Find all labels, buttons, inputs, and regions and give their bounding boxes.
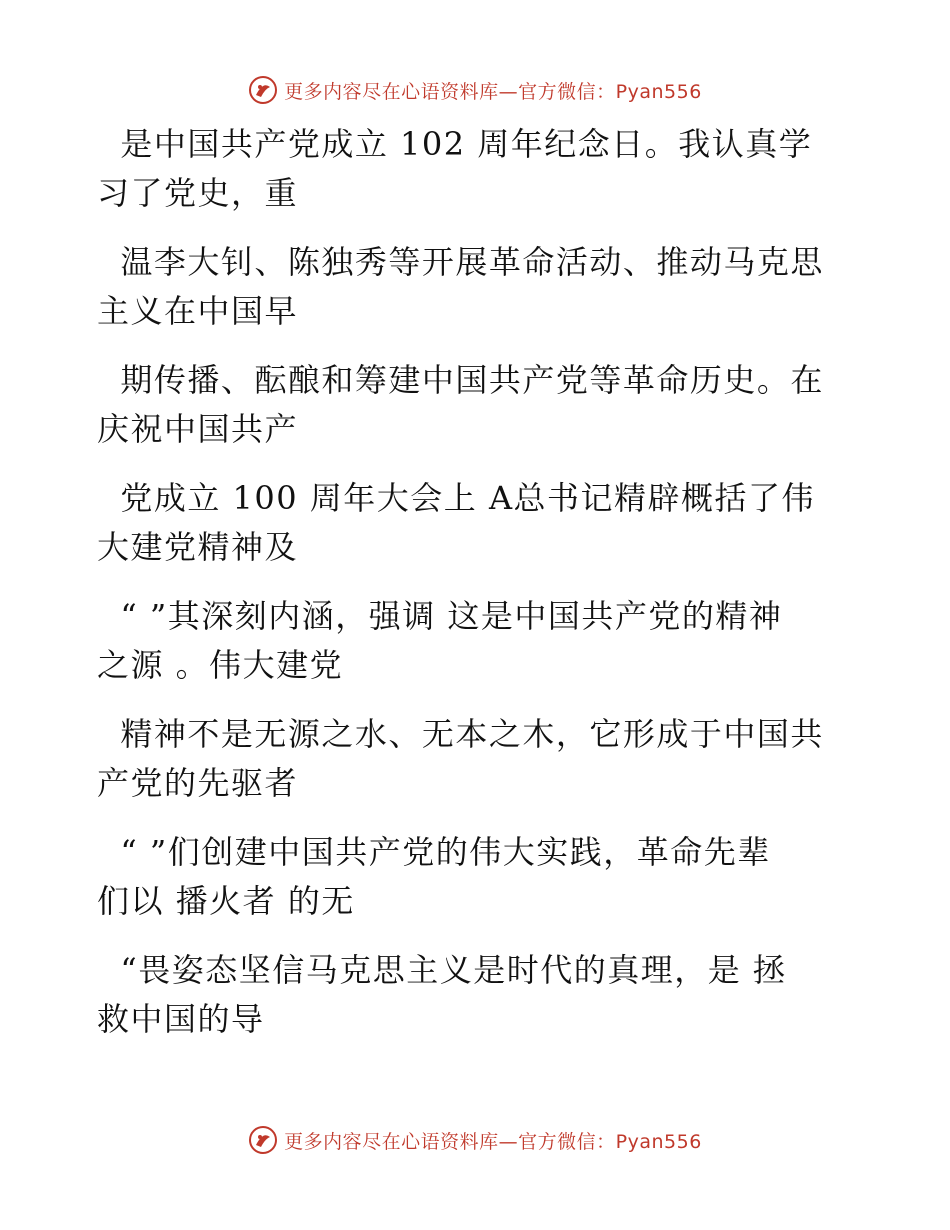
footer-banner-text: 更多内容尽在心语资料库—官方微信：Pyan556 [284, 1130, 702, 1153]
body-line: 救中国的导 [97, 1000, 265, 1038]
body-line: “ ”们创建中国共产党的伟大实践，革命先辈 [97, 833, 771, 871]
header-banner-inner [248, 75, 702, 105]
body-line: 们以 播火者 的无 [97, 882, 355, 920]
body-line: 之源 。伟大建党 [97, 646, 344, 684]
body-line: 产党的先驱者 [97, 764, 299, 802]
body-line: 精神不是无源之水、无本之木，它形成于中国共 [97, 715, 824, 753]
body-line: 温李大钊、陈独秀等开展革命活动、推动马克思 [97, 243, 824, 281]
body-line: 是中国共产党成立 102 周年纪念日。我认真学 [97, 125, 813, 163]
body-line: 期传播、酝酿和筹建中国共产党等革命历史。在 [97, 361, 824, 399]
header-banner-text: 更多内容尽在心语资料库—官方微信：Pyan556 [284, 80, 702, 103]
body-line: “畏姿态坚信马克思主义是时代的真理，是 拯 [97, 951, 787, 989]
logo-icon [248, 1125, 278, 1155]
body-line: 大建党精神及 [97, 528, 299, 566]
header-banner [0, 73, 950, 107]
body-line: “ ”其深刻内涵，强调 这是中国共产党的精神 [97, 597, 783, 635]
footer-banner [0, 1123, 950, 1157]
logo-icon [248, 75, 278, 105]
body-line: 习了党史，重 [97, 174, 299, 212]
body-line: 庆祝中国共产 [97, 410, 299, 448]
footer-banner-inner [248, 1125, 702, 1155]
body-line: 党成立 100 周年大会上 A总书记精辟概括了伟 [97, 479, 816, 517]
body-line: 主义在中国早 [97, 292, 299, 330]
